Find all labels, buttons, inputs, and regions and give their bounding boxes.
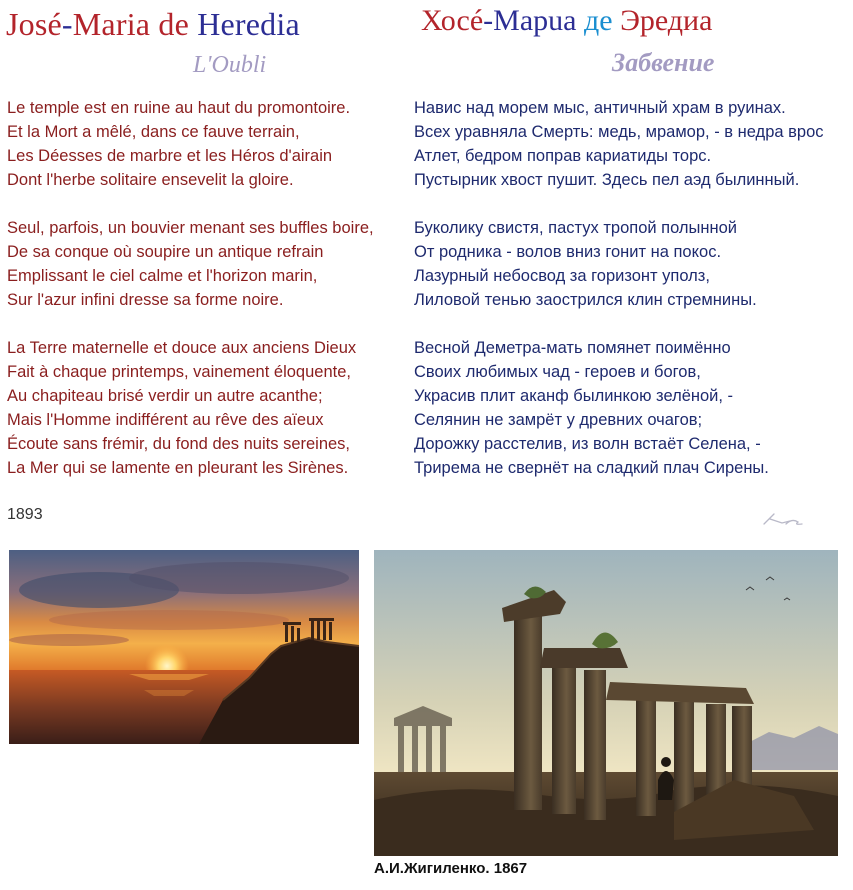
poem-line: Mais l'Homme indifférent au rêve des aïeux xyxy=(7,411,324,429)
poem-line: Sur l'azur infini dresse sa forme noire. xyxy=(7,291,284,309)
poem-stanza xyxy=(7,96,374,192)
poem-stanza xyxy=(7,216,374,312)
title-part: de xyxy=(150,6,198,42)
poem-year: 1893 xyxy=(7,506,43,523)
title-part: де xyxy=(576,4,621,37)
poem-stanza xyxy=(7,336,374,480)
poem-line: Всех уравняла Смерть: медь, мрамор, - в недра врос xyxy=(414,123,824,141)
french-poem xyxy=(7,96,374,504)
poem-line: La Terre maternelle et douce aux anciens Dieux xyxy=(7,339,357,357)
poem-line: Своих любимых чад - героев и богов, xyxy=(414,363,701,381)
poem-line: Атлет, бедром поправ кариатиды торс. xyxy=(414,147,712,165)
poem-line: Et la Mort a mêlé, dans ce fauve terrain, xyxy=(7,123,300,141)
signature-icon xyxy=(760,508,806,530)
poem-line: Fait à chaque printemps, vainement éloquente, xyxy=(7,363,351,381)
poem-line: De sa conque où soupire un antique refrain xyxy=(7,243,324,261)
poem-line: Навис над морем мыс, античный храм в руинах. xyxy=(414,99,786,117)
poem-line: Украсив плит аканф былинкою зелёной, - xyxy=(414,387,734,405)
poem-line: От родника - волов вниз гонит на покос. xyxy=(414,243,722,261)
russian-poem xyxy=(414,96,846,504)
title-part: - xyxy=(61,6,73,42)
poem-line: Буколику свистя, пастух тропой полынной xyxy=(414,219,738,237)
poem-line: Трирема не свернёт на сладкий плач Сирены. xyxy=(414,459,769,477)
title-part: - xyxy=(483,4,494,37)
poem-line: Дорожку расстелив, из волн встаёт Селена, - xyxy=(414,435,761,453)
painting-caption: А.И.Жигиленко. 1867 xyxy=(374,860,528,877)
poem-line: Пустырник хвост пушит. Здесь пел аэд былинный. xyxy=(414,171,800,189)
poem-line: Весной Деметра-мать помянет поимённо xyxy=(414,339,731,357)
poem-line: Лазурный небосвод за горизонт уполз, xyxy=(414,267,710,285)
poem-line: Au chapiteau brisé verdir un autre acanthe; xyxy=(7,387,323,405)
russian-poem-title: Забвение xyxy=(612,48,715,77)
poem-line: Селянин не замрёт у древних очагов; xyxy=(414,411,703,429)
poem-line: Le temple est en ruine au haut du promontoire. xyxy=(7,99,351,117)
poem-line: Лиловой тенью заострился клин стремнины. xyxy=(414,291,757,309)
poem-line: Emplissant le ciel calme et l'horizon marin, xyxy=(7,267,318,285)
title-part: Maria xyxy=(72,6,151,42)
title-part: Хосé xyxy=(421,4,484,37)
poem-stanza xyxy=(414,216,846,312)
title-part: Heredia xyxy=(197,6,300,42)
french-poem-title: L'Oubli xyxy=(193,52,267,78)
poem-line: Écoute sans frémir, du fond des nuits sereines, xyxy=(7,435,351,453)
title-part: Марuа xyxy=(493,4,577,37)
poem-line: Dont l'herbe solitaire ensevelit la gloire. xyxy=(7,171,294,189)
french-author-title xyxy=(6,6,300,43)
poem-line: La Mer qui se lamente en pleurant les Sirènes. xyxy=(7,459,349,477)
poem-line: Seul, parfois, un bouvier menant ses buffles boire, xyxy=(7,219,374,237)
poem-stanza xyxy=(414,96,846,192)
title-part: Эредиа xyxy=(620,4,713,37)
title-part: José xyxy=(6,6,62,42)
sunset-temple-photo xyxy=(9,550,359,744)
russian-author-title xyxy=(421,4,712,38)
poem-stanza xyxy=(414,336,846,480)
ruins-painting xyxy=(374,550,838,856)
poem-line: Les Déesses de marbre et les Héros d'airain xyxy=(7,147,333,165)
